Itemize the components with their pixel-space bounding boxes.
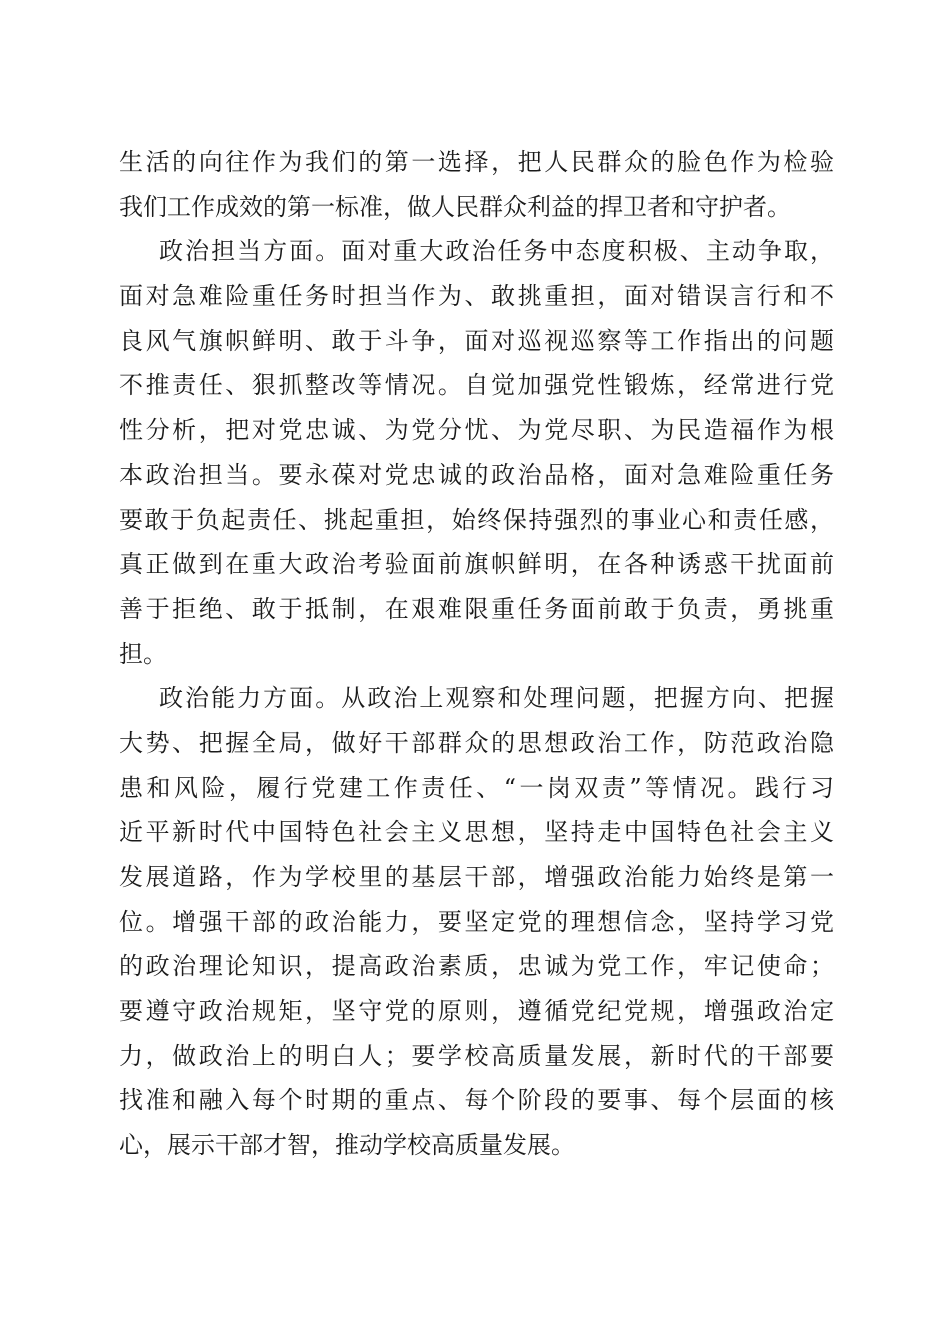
paragraph-political-responsibility: [119, 229, 834, 676]
paragraph-political-capability: [119, 676, 834, 1168]
text-line: 真正做到在重大政治考验面前旗帜鲜明，在各种诱惑干扰面前: [119, 550, 834, 579]
text-line: 找准和融入每个时期的重点、每个阶段的要事、每个层面的核: [119, 1086, 834, 1115]
text-line: 面对急难险重任务时担当作为、敢挑重担，面对错误言行和不: [119, 282, 834, 311]
text-line: 政治担当方面。面对重大政治任务中态度积极、主动争取，: [159, 237, 834, 266]
text-line: 要遵守政治规矩，坚守党的原则，遵循党纪党规，增强政治定: [119, 997, 834, 1026]
text-line: 生活的向往作为我们的第一选择，把人民群众的脸色作为检验: [119, 148, 834, 176]
text-line: 心，展示干部才智，推动学校高质量发展。: [119, 1131, 575, 1160]
paragraph-continuation: [119, 140, 834, 229]
text-line: 近平新时代中国特色社会主义思想，坚持走中国特色社会主义: [119, 818, 834, 847]
text-line: 善于拒绝、敢于抵制，在艰难限重任务面前敢于负责，勇挑重: [119, 594, 834, 623]
text-line: 的政治理论知识，提高政治素质，忠诚为党工作，牢记使命；: [119, 952, 834, 981]
text-line: 大势、把握全局，做好干部群众的思想政治工作，防范政治隐: [119, 728, 834, 757]
text-line: 本政治担当。要永葆对党忠诚的政治品格，面对急难险重任务: [119, 460, 834, 489]
text-line: 政治能力方面。从政治上观察和处理问题，把握方向、把握: [159, 684, 834, 713]
body-text: [119, 140, 834, 1168]
text-line: 位。增强干部的政治能力，要坚定党的理想信念，坚持学习党: [119, 907, 834, 936]
text-line: 不推责任、狠抓整改等情况。自觉加强党性锻炼，经常进行党: [119, 371, 834, 400]
text-line: 患和风险，履行党建工作责任、“一岗双责”等情况。践行习: [119, 773, 834, 802]
text-line: 担。: [119, 639, 167, 668]
text-line: 性分析，把对党忠诚、为党分忧、为党尽职、为民造福作为根: [119, 416, 834, 445]
text-line: 要敢于负起责任、挑起重担，始终保持强烈的事业心和责任感，: [119, 505, 834, 534]
text-line: 我们工作成效的第一标准，做人民群众利益的捍卫者和守护者。: [119, 192, 791, 221]
text-line: 发展道路，作为学校里的基层干部，增强政治能力始终是第一: [119, 863, 834, 891]
text-line: 良风气旗帜鲜明、敢于斗争，面对巡视巡察等工作指出的问题: [119, 326, 834, 355]
text-line: 力，做政治上的明白人；要学校高质量发展，新时代的干部要: [119, 1041, 834, 1070]
